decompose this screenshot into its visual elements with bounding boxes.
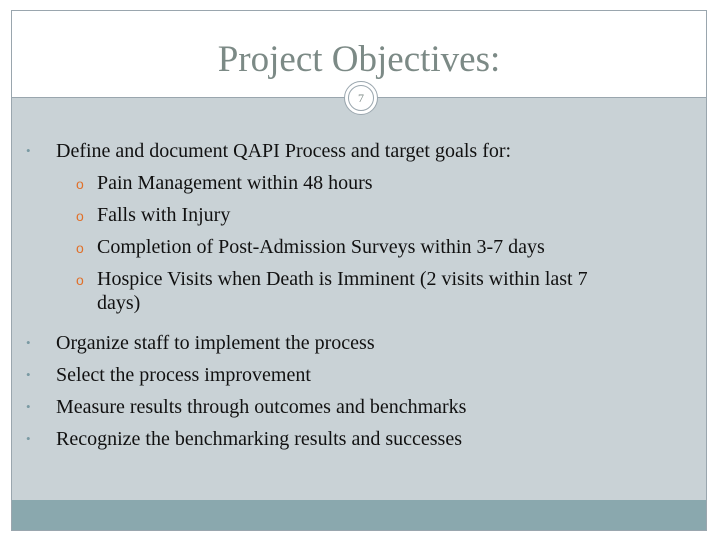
sub-list-item-text: days): [97, 292, 141, 314]
sub-list-item-continuation: [0, 292, 720, 327]
list-item: [0, 359, 720, 391]
sub-list-item-text: Falls with Injury: [97, 204, 231, 226]
bullet-icon: •: [26, 143, 31, 158]
list-item: [0, 391, 720, 423]
slide-title: Project Objectives:: [217, 39, 501, 80]
bullet-icon: •: [26, 431, 31, 446]
list-item: [0, 423, 720, 455]
sub-list-item-text: Completion of Post-Admission Surveys within 3-7 days: [97, 236, 545, 258]
sub-bullet-icon: o: [76, 176, 84, 192]
sub-bullet-icon: o: [76, 208, 84, 224]
sub-list-item: [0, 167, 720, 199]
page-number: 7: [348, 85, 374, 111]
list-item-text: Select the process improvement: [56, 364, 311, 386]
sub-bullet-icon: o: [76, 272, 84, 288]
objectives-list: [0, 135, 720, 455]
list-item-text: Define and document QAPI Process and target goals for:: [56, 140, 512, 162]
page-number-badge: [344, 81, 378, 115]
sub-bullet-icon: o: [76, 240, 84, 256]
bullet-icon: •: [26, 399, 31, 414]
list-item-text: Organize staff to implement the process: [56, 332, 375, 354]
sub-list-item-text: Hospice Visits when Death is Imminent (2 visits within last 7: [97, 268, 588, 290]
sub-list-item: [0, 231, 720, 263]
bullet-icon: •: [26, 367, 31, 382]
list-item: [0, 135, 720, 167]
list-item-text: Measure results through outcomes and benchmarks: [56, 396, 467, 418]
sub-list-item-text: Pain Management within 48 hours: [97, 172, 373, 194]
sub-list-item: [0, 199, 720, 231]
list-item-text: Recognize the benchmarking results and successes: [56, 428, 462, 450]
bullet-icon: •: [26, 335, 31, 350]
list-item: [0, 327, 720, 359]
